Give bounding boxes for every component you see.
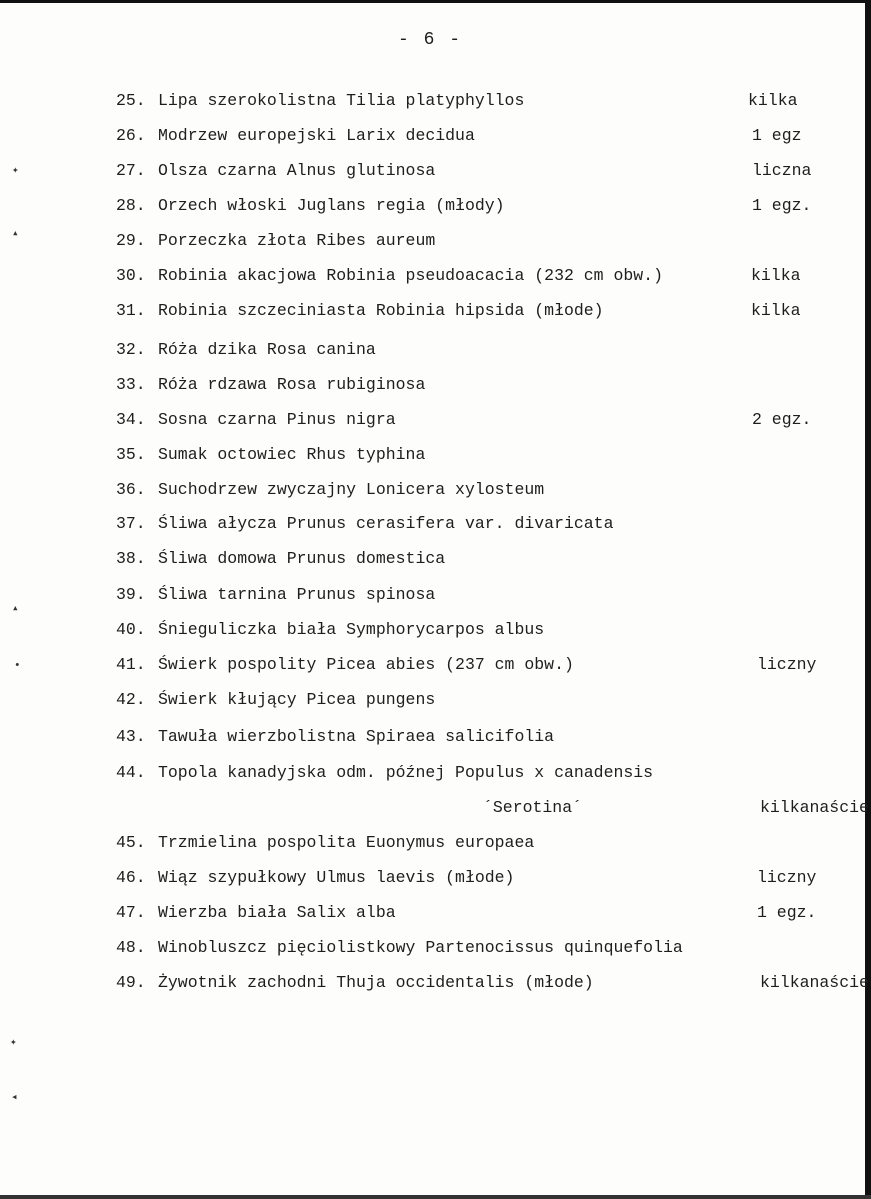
- item-number: 36.: [116, 480, 146, 499]
- item-number: 38.: [116, 549, 146, 568]
- species-name: Lipa szerokolistna Tilia platyphyllos: [158, 91, 525, 110]
- item-number: 41.: [116, 655, 146, 674]
- item-number: 40.: [116, 620, 146, 639]
- list-item: [116, 126, 475, 148]
- list-item: [116, 868, 514, 890]
- species-name: Olsza czarna Alnus glutinosa: [158, 161, 436, 180]
- species-name: Róża rdzawa Rosa rubiginosa: [158, 375, 426, 394]
- species-name: Wierzba biała Salix alba: [158, 903, 396, 922]
- species-name: Modrzew europejski Larix decidua: [158, 126, 475, 145]
- list-item: [116, 266, 663, 288]
- species-name: Róża dzika Rosa canina: [158, 340, 376, 359]
- species-name: Porzeczka złota Ribes aureum: [158, 231, 436, 250]
- species-name: Śnieguliczka biała Symphorycarpos albus: [158, 620, 545, 639]
- item-number: 44.: [116, 763, 146, 782]
- species-name: Orzech włoski Juglans regia (młody): [158, 196, 505, 215]
- list-item: [116, 655, 574, 677]
- list-item: [116, 763, 653, 785]
- item-number: 29.: [116, 231, 146, 250]
- list-item: [116, 585, 435, 607]
- quantity: liczny: [757, 655, 817, 674]
- quantity: 2 egz.: [752, 410, 812, 429]
- quantity: kilka: [751, 266, 801, 285]
- list-item: [116, 549, 445, 571]
- item-number: 49.: [116, 973, 146, 992]
- list-item: [116, 375, 425, 397]
- margin-mark: ✦: [12, 165, 19, 177]
- page-number: - 6 -: [397, 30, 462, 50]
- list-item: [116, 445, 425, 467]
- item-number: 35.: [116, 445, 146, 464]
- quantity: kilkanaście: [760, 973, 869, 992]
- margin-mark: •: [14, 660, 21, 672]
- species-name: Sumak octowiec Rhus typhina: [158, 445, 426, 464]
- list-item: [116, 973, 594, 995]
- list-item: [116, 231, 435, 253]
- species-name: Topola kanadyjska odm. późnej Populus x canadensis: [158, 763, 654, 782]
- species-name: Śliwa domowa Prunus domestica: [158, 549, 446, 568]
- list-item: [116, 91, 524, 113]
- item-number: 42.: [116, 690, 146, 709]
- item-number: 48.: [116, 938, 146, 957]
- item-number: 27.: [116, 161, 146, 180]
- species-name: Śliwa ałycza Prunus cerasifera var. divaricata: [158, 514, 614, 533]
- list-item: [116, 938, 683, 960]
- list-item: [116, 514, 613, 536]
- margin-mark: ✦: [10, 1037, 17, 1049]
- item-number: 47.: [116, 903, 146, 922]
- item-number: 46.: [116, 868, 146, 887]
- species-name: Robinia akacjowa Robinia pseudoacacia (232 cm obw.): [158, 266, 663, 285]
- margin-mark: ▴: [12, 603, 19, 615]
- item-number: 28.: [116, 196, 146, 215]
- list-item: [116, 161, 435, 183]
- list-item: [116, 340, 376, 362]
- item-number: 34.: [116, 410, 146, 429]
- list-item: [116, 410, 396, 432]
- item-number: 32.: [116, 340, 146, 359]
- scan-border-top: [0, 0, 871, 3]
- list-item: [116, 833, 534, 855]
- quantity: 1 egz: [752, 126, 802, 145]
- item-number: 43.: [116, 727, 146, 746]
- species-name: Żywotnik zachodni Thuja occidentalis (młode): [158, 973, 594, 992]
- species-name: Śliwa tarnina Prunus spinosa: [158, 585, 436, 604]
- scan-border-bottom: [0, 1195, 871, 1199]
- species-name: Świerk kłujący Picea pungens: [158, 690, 436, 709]
- list-item: [116, 620, 544, 642]
- list-item: [116, 727, 554, 749]
- species-name: Świerk pospolity Picea abies (237 cm obw.): [158, 655, 574, 674]
- cultivar-name: ´Serotina´: [483, 798, 583, 817]
- scan-border-right: [865, 0, 871, 1199]
- species-name: Sosna czarna Pinus nigra: [158, 410, 396, 429]
- item-number: 39.: [116, 585, 146, 604]
- list-item: [116, 301, 604, 323]
- quantity: 1 egz.: [757, 903, 817, 922]
- species-name: Suchodrzew zwyczajny Lonicera xylosteum: [158, 480, 545, 499]
- list-item: [116, 690, 435, 712]
- item-number: 25.: [116, 91, 146, 110]
- species-name: Robinia szczeciniasta Robinia hipsida (młode): [158, 301, 604, 320]
- list-item: [116, 196, 505, 218]
- species-name: Wiąz szypułkowy Ulmus laevis (młode): [158, 868, 515, 887]
- margin-mark: ◂: [11, 1092, 18, 1104]
- item-number: 45.: [116, 833, 146, 852]
- item-number: 37.: [116, 514, 146, 533]
- quantity: kilka: [751, 301, 801, 320]
- item-number: 33.: [116, 375, 146, 394]
- list-item: [116, 480, 544, 502]
- quantity: kilkanaście: [760, 798, 869, 817]
- quantity: kilka: [748, 91, 798, 110]
- item-number: 26.: [116, 126, 146, 145]
- item-number: 31.: [116, 301, 146, 320]
- margin-mark: ▴: [12, 228, 19, 240]
- quantity: liczny: [757, 868, 817, 887]
- species-name: Winobluszcz pięciolistkowy Partenocissus quinquefolia: [158, 938, 683, 957]
- list-item: [116, 903, 396, 925]
- item-number: 30.: [116, 266, 146, 285]
- species-name: Trzmielina pospolita Euonymus europaea: [158, 833, 535, 852]
- species-name: Tawuła wierzbolistna Spiraea salicifolia: [158, 727, 555, 746]
- quantity: liczna: [752, 161, 812, 180]
- quantity: 1 egz.: [752, 196, 812, 215]
